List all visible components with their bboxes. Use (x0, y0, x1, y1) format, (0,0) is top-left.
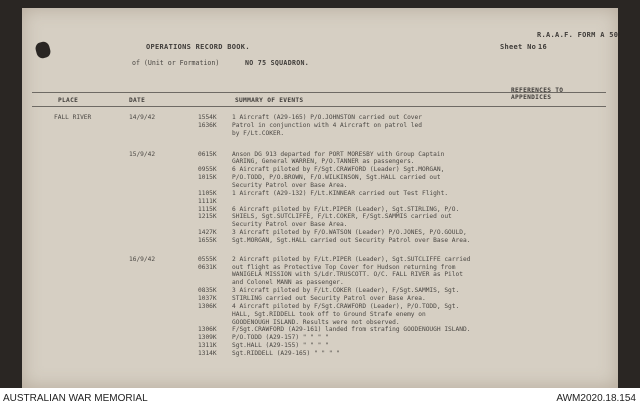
entry-time: 1306K (198, 302, 217, 310)
entry-time: 1311K (198, 342, 217, 350)
column-header-references: REFERENCES TO APPENDICES (511, 87, 564, 101)
entry-time: 1306K (198, 326, 217, 334)
entry-text: SHIELS, Sgt.SUTCLIFFE, F/Lt.COKER, F/Sgt.SAMMIS carried out (232, 213, 452, 221)
entry-text: 3 Aircraft piloted by F/O.WATSON (Leader) P/O.JONES, P/O.GOULD, (232, 229, 467, 237)
entry-time: 0615K (198, 150, 217, 158)
entry-time: 1115K (198, 205, 217, 213)
entry-time: 1636K (198, 121, 217, 129)
entry-text: by F/Lt.COKER. (232, 129, 285, 137)
entry-text: F/Sgt.CRAWFORD (A29-161) landed from strafing GOODENOUGH ISLAND. (232, 326, 471, 334)
entry-text: 6 Aircraft piloted by F/Lt.PIPER (Leader), Sgt.STIRLING, P/O. (232, 205, 460, 213)
entry-text: Sgt.RIDDELL (A29-165) " " " " (232, 349, 341, 357)
column-header-date: DATE (129, 97, 146, 104)
entry-text: 1 Aircraft (A29-165) P/O.JOHNSTON carried out Cover (232, 114, 422, 121)
entry-text: P/O.TODD, P/O.BROWN, F/O.WILKINSON, Sgt.HALL carried out (232, 174, 441, 182)
entry-text: out flight as Protective Top Cover for Hudson returning from (232, 263, 456, 271)
entry-text: 6 Aircraft piloted by F/Sgt.CRAWFORD (Leader) Sgt.MORGAN, (232, 166, 445, 174)
entry-text: 1 Aircraft (A29-132) F/Lt.KINNEAR carried out Test Flight. (232, 189, 449, 197)
entry-time: 1015K (198, 174, 217, 182)
footer-accession-number: AWM2020.18.154 (556, 393, 636, 404)
entry-text: STIRLING carried out Security Patrol over Base Area. (232, 295, 426, 302)
entry-date: 14/9/42 (129, 114, 156, 121)
entry-text: Anson DG 913 departed for PORT MORESBY with Group Captain (232, 150, 445, 158)
column-header-place: PLACE (58, 97, 79, 104)
entry-text: Sgt.MORGAN, Sgt.HALL carried out Security Patrol over Base Area. (232, 236, 471, 244)
unit-name: NO 75 SQUADRON. (245, 59, 310, 67)
document-page (22, 8, 618, 388)
entry-time: 0955K (198, 166, 217, 174)
entry-place: FALL RIVER (54, 114, 92, 121)
entry-time: 1111K (198, 197, 217, 205)
column-header-summary: SUMMARY OF EVENTS (235, 97, 304, 104)
entry-text: 3 Aircraft piloted by F/Lt.COKER (Leader), F/Sgt.SAMMIS, Sgt. (232, 287, 460, 295)
entry-time: 1554K (198, 114, 217, 121)
form-number: R.A.A.F. FORM A 50 (537, 31, 618, 39)
footer-bar (0, 388, 640, 408)
entry-text: Patrol in conjunction with 4 Aircraft on patrol led (232, 121, 422, 129)
entry-time: 1427K (198, 229, 217, 237)
entry-text: and Colonel MANN as passenger. (232, 279, 344, 287)
entry-text: Security Patrol over Base Area. (232, 181, 348, 189)
entry-time: 1314K (198, 349, 217, 357)
entry-time: 1309K (198, 334, 217, 342)
entry-date: 15/9/42 (129, 150, 156, 158)
unit-label: of (Unit or Formation) (132, 59, 220, 67)
entry-text: GOODENOUGH ISLAND. Results were not observed. (232, 318, 400, 326)
entry-time: 1105K (198, 189, 217, 197)
header-rule-bottom (32, 106, 606, 107)
entry-text: 2 Aircraft piloted by F/Lt.PIPER (Leader), Sgt.SUTCLIFFE carried (232, 255, 471, 263)
entry-text: HALL, Sgt.RIDDELL took off to Ground Strafe enemy on (232, 310, 426, 318)
entry-time: 1215K (198, 213, 217, 221)
entry-time: 1655K (198, 236, 217, 244)
form-title: OPERATIONS RECORD BOOK. (146, 43, 250, 51)
entry-time: 0555K (198, 255, 217, 263)
punch-hole (34, 40, 52, 59)
entry-text: GARING, General WARREN, P/O.TANNER as passengers. (232, 158, 415, 166)
entry-text: Sgt.HALL (A29-155) " " " " (232, 342, 329, 350)
entry-time: 1037K (198, 295, 217, 302)
entry-text: WANIGELA MISSION with S/Ldr.TRUSCOTT. O/C. FALL RIVER as Pilot (232, 271, 463, 279)
entry-time: 0631K (198, 263, 217, 271)
entry-text: P/O.TODD (A29-157) " " " " (232, 334, 329, 342)
footer-credit: AUSTRALIAN WAR MEMORIAL (3, 393, 148, 404)
entry-text: Security Patrol over Base Area. (232, 221, 348, 229)
entry-time: 0835K (198, 287, 217, 295)
sheet-label: Sheet No (500, 43, 537, 51)
entry-date: 16/9/42 (129, 255, 156, 263)
sheet-number: 16 (538, 43, 548, 51)
entry-text: 4 Aircraft piloted by F/Sgt.CRAWFORD (Leader), P/O.TODD, Sgt. (232, 302, 460, 310)
